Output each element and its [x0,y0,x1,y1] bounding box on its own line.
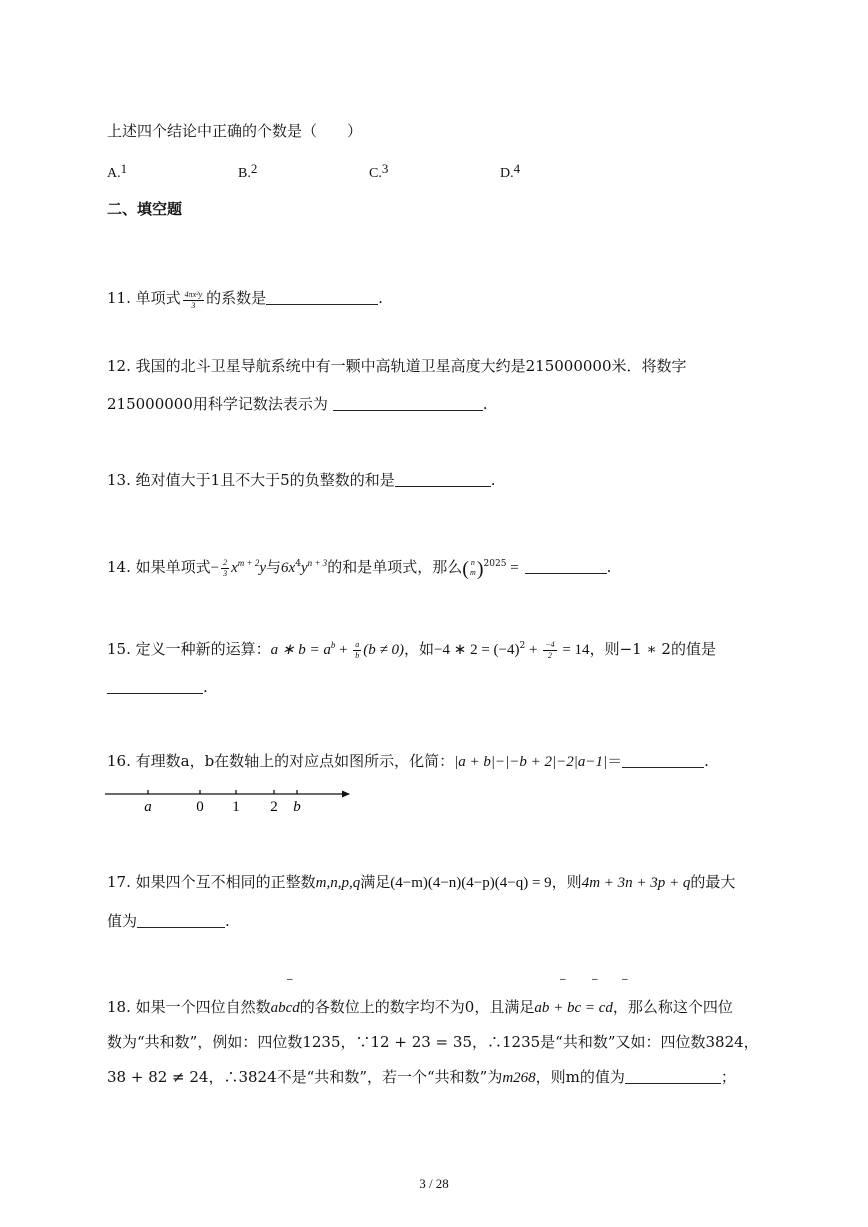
q14-prefix: 14. 如果单项式 [107,558,211,576]
q18-relation: ab + bc = cd [534,1000,613,1016]
q15-ex-result: = 14 [558,642,590,658]
q18-overbar-abcd: – [287,974,293,985]
q17-text-a: 17. 如果四个互不相同的正整数 [107,873,316,891]
option-a [107,161,127,182]
option-b-letter: B. [238,166,251,181]
q13-end: . [490,471,496,489]
q17-target: 4m + 3n + 3p + q [581,875,691,891]
q14-m1-den: 3 [223,568,228,578]
q14-mid2: 的和是单项式，那么 [327,558,463,576]
question-11 [107,288,383,310]
q15-def-fden: b [355,650,360,660]
q11-frac-num: 4πx²y [184,290,203,299]
q15-def: a ∗ b = a [270,642,331,658]
q11-prefix: 11. 单项式 [107,289,181,307]
q14-m2-yexp: n + 3 [307,558,328,568]
q12-end: . [482,395,488,413]
question-17-line1 [107,872,735,893]
q18-overbar-bc: – [592,974,598,985]
q14-end: . [606,558,612,576]
q14-m2-exp: 4 [295,559,301,569]
question-12-line1: 12. 我国的北斗卫星导航系统中有一颗中高轨道卫星高度大约是215000000米．将数字 [107,357,687,375]
option-c-letter: C. [369,166,382,181]
q16-text: 16. 有理数a，b在数轴上的对应点如图所示，化简： [107,752,455,770]
q14-power-fraction [469,559,477,577]
question-13 [107,470,496,490]
q17-text-c: ，则 [551,873,582,891]
q15-def-plus: + [335,642,352,658]
page-number: 3 / 28 [419,1176,449,1191]
q17-end: . [225,912,230,930]
option-d [500,161,520,182]
q14-p-num: n [470,558,475,567]
q14-m2-y: y [300,560,308,576]
question-18-line1 [107,997,733,1018]
q18-overbar-ab: – [560,974,566,985]
q14-answer-blank[interactable] [525,559,607,574]
q15-mid: ，如 [404,640,435,658]
q14-p-den: m [469,568,476,577]
number-line-figure [105,784,360,814]
label-1: 1 [232,799,240,814]
q18-m268: m268 [502,1070,536,1086]
q17-text-b: 满足 [360,873,391,891]
q14-m1-exp: m + 2 [237,558,260,568]
question-16 [107,751,709,772]
option-d-value: 4 [513,161,521,176]
option-d-letter: D. [500,166,514,181]
question-18-line3 [107,1067,736,1088]
q17-vars: m,n,p,q [315,875,361,891]
q18-abcd: abcd [270,1000,300,1016]
q16-end: . [704,752,709,770]
question-15-line1 [107,639,716,660]
q14-m1-fraction [221,559,229,578]
q17-condition: (4−m)(4−n)(4−p)(4−q) = 9 [390,875,552,891]
q14-eq: = [506,560,519,576]
q11-end: . [378,289,383,307]
q13-answer-blank[interactable] [395,472,491,487]
q14-m1-sign: − [210,560,220,576]
q15-example: −4 ∗ 2 = (−4) [434,642,520,658]
option-c-value: 3 [381,161,389,176]
q18-line3-b: ，则m的值为 [535,1068,625,1086]
option-b [238,161,257,182]
question-15-line2 [107,677,208,697]
q15-def-fraction [353,641,361,660]
q15-def-fnum: a [355,639,360,649]
question-14 [107,557,611,579]
q17-line2: 值为 [107,912,138,930]
q15-ex-plus: + [525,642,542,658]
q15-ex-fraction [543,641,556,660]
q11-answer-blank[interactable] [266,290,378,305]
q11-fraction [183,291,205,310]
q14-mid: 与 [266,558,282,576]
q18-text-c: ，那么称这个四位 [612,998,733,1016]
q17-answer-blank[interactable] [137,913,225,928]
label-0: 0 [196,799,204,814]
q15-tail: ，则−1 ∗ 2的值是 [589,640,716,658]
q15-prefix: 15. 定义一种新的运算： [107,640,271,658]
q12-answer-blank[interactable] [333,396,483,411]
q14-m1-base: x [231,560,238,576]
q14-rparen: ) [476,558,484,580]
question-10-tail: 上述四个结论中正确的个数是（ ） [107,122,363,140]
q14-m1-num: 2 [223,557,228,567]
q18-text-a: 18. 如果一个四位自然数 [107,998,271,1016]
label-a: a [144,799,152,814]
question-18-line2: 数为“共和数”，例如：四位数1235，∵12 + 23 = 35，∴1235是“共和数”又如：四位数3824， [107,1033,759,1051]
q16-eq: ＝ [607,752,623,770]
number-line-arrow [342,791,350,798]
option-c [369,161,388,182]
q16-expression: |a + b|−|−b + 2|−2|a−1| [454,754,608,770]
option-a-letter: A. [107,166,121,181]
option-b-value: 2 [250,161,258,176]
q15-def-cond: (b ≠ 0) [363,642,405,658]
q15-end: . [203,678,208,696]
q15-ex-fden: 2 [547,650,552,660]
label-2: 2 [270,799,278,814]
label-b: b [293,799,301,814]
q15-ex-fnum: −4 [545,639,555,649]
q18-end: ； [720,1068,736,1086]
section-heading-fill-blank: 二、填空题 [107,200,183,218]
q14-m2: 6x [281,560,296,576]
q15-answer-blank[interactable] [107,679,203,694]
q18-text-b: 的各数位上的数字均不为0，且满足 [299,998,535,1016]
q14-power-exp: 2025 [483,559,507,569]
option-a-value: 1 [120,161,128,176]
q11-suffix: 的系数是 [206,289,267,307]
q18-answer-blank[interactable] [625,1069,721,1084]
q18-overbar-cd: – [622,974,628,985]
q15-example-exp: 2 [519,641,526,651]
q15-def-exp: b [330,640,336,650]
q17-text-d: 的最大 [690,873,736,891]
q18-line3-a: 38 + 82 ≠ 24，∴3824不是“共和数”，若一个“共和数”为 [107,1068,503,1086]
q16-answer-blank[interactable] [622,753,704,768]
question-17-line2 [107,911,230,931]
q11-frac-den: 3 [191,301,196,310]
q13-text: 13. 绝对值大于1且不大于5的负整数的和是 [107,471,395,489]
q14-lparen: ( [462,558,469,580]
q14-m1-y: y [259,560,267,576]
question-12-line2 [107,394,487,414]
q12-line2-text: 215000000用科学记数法表示为 [107,395,328,413]
